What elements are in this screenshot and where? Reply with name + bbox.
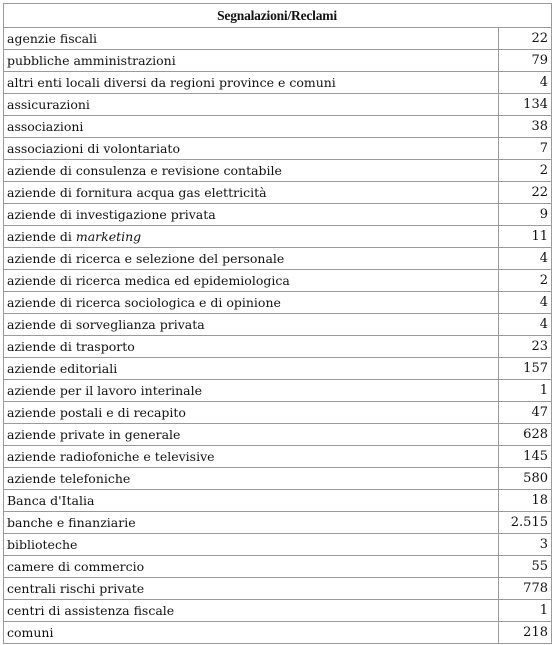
row-value: 4 xyxy=(499,314,552,336)
table-row xyxy=(4,72,552,94)
row-label: aziende editoriali xyxy=(4,358,499,380)
table-row xyxy=(4,248,552,270)
table-row xyxy=(4,534,552,556)
row-value: 2.515 xyxy=(499,512,552,534)
row-label: biblioteche xyxy=(4,534,499,556)
table-row xyxy=(4,292,552,314)
table-row xyxy=(4,270,552,292)
table-row xyxy=(4,160,552,182)
row-value: 2 xyxy=(499,270,552,292)
table-row xyxy=(4,336,552,358)
row-label: aziende di fornitura acqua gas elettricità xyxy=(4,182,499,204)
row-value: 11 xyxy=(499,226,552,248)
table-row xyxy=(4,622,552,644)
row-value: 18 xyxy=(499,490,552,512)
row-value: 22 xyxy=(499,182,552,204)
row-label: centrali rischi private xyxy=(4,578,499,600)
table-row xyxy=(4,138,552,160)
row-label: aziende di ricerca e selezione del personale xyxy=(4,248,499,270)
row-label: banche e finanziarie xyxy=(4,512,499,534)
table-row xyxy=(4,314,552,336)
table-body xyxy=(4,28,552,644)
row-value: 778 xyxy=(499,578,552,600)
row-label: aziende di investigazione privata xyxy=(4,204,499,226)
row-label: pubbliche amministrazioni xyxy=(4,50,499,72)
row-label: associazioni di volontariato xyxy=(4,138,499,160)
row-label: aziende di ricerca medica ed epidemiologica xyxy=(4,270,499,292)
row-value: 218 xyxy=(499,622,552,644)
row-value: 4 xyxy=(499,248,552,270)
row-label xyxy=(4,226,499,248)
table-row xyxy=(4,424,552,446)
row-value: 580 xyxy=(499,468,552,490)
row-label: Banca d'Italia xyxy=(4,490,499,512)
table-row xyxy=(4,116,552,138)
table-header: Segnalazioni/Reclami xyxy=(4,4,552,28)
row-value: 628 xyxy=(499,424,552,446)
row-value: 2 xyxy=(499,160,552,182)
row-label: aziende private in generale xyxy=(4,424,499,446)
row-label: agenzie fiscali xyxy=(4,28,499,50)
row-value: 7 xyxy=(499,138,552,160)
table-row xyxy=(4,512,552,534)
row-value: 22 xyxy=(499,28,552,50)
row-label-prefix: aziende di xyxy=(7,229,76,244)
row-label: aziende di sorveglianza privata xyxy=(4,314,499,336)
table-row xyxy=(4,402,552,424)
row-label: aziende di trasporto xyxy=(4,336,499,358)
row-value: 1 xyxy=(499,600,552,622)
row-value: 3 xyxy=(499,534,552,556)
row-value: 157 xyxy=(499,358,552,380)
row-label: centri di assistenza fiscale xyxy=(4,600,499,622)
row-value: 47 xyxy=(499,402,552,424)
table-row xyxy=(4,490,552,512)
row-label: aziende radiofoniche e televisive xyxy=(4,446,499,468)
table-row xyxy=(4,28,552,50)
row-label: comuni xyxy=(4,622,499,644)
row-label: altri enti locali diversi da regioni province e comuni xyxy=(4,72,499,94)
table-header-row xyxy=(4,4,552,28)
row-value: 4 xyxy=(499,72,552,94)
row-label: aziende telefoniche xyxy=(4,468,499,490)
row-value: 1 xyxy=(499,380,552,402)
table-row xyxy=(4,94,552,116)
row-label: assicurazioni xyxy=(4,94,499,116)
row-value: 55 xyxy=(499,556,552,578)
row-label: aziende per il lavoro interinale xyxy=(4,380,499,402)
table-row xyxy=(4,226,552,248)
table-row xyxy=(4,446,552,468)
table-row xyxy=(4,50,552,72)
row-label-italic: marketing xyxy=(75,229,142,244)
row-value: 23 xyxy=(499,336,552,358)
table-row xyxy=(4,600,552,622)
row-value: 9 xyxy=(499,204,552,226)
table-row xyxy=(4,578,552,600)
row-label: camere di commercio xyxy=(4,556,499,578)
row-value: 4 xyxy=(499,292,552,314)
row-label: associazioni xyxy=(4,116,499,138)
table-row xyxy=(4,358,552,380)
row-label: aziende di ricerca sociologica e di opinione xyxy=(4,292,499,314)
table-row xyxy=(4,468,552,490)
row-label: aziende di consulenza e revisione contabile xyxy=(4,160,499,182)
table-row xyxy=(4,204,552,226)
row-value: 134 xyxy=(499,94,552,116)
row-value: 38 xyxy=(499,116,552,138)
table-row xyxy=(4,556,552,578)
row-value: 79 xyxy=(499,50,552,72)
complaints-table xyxy=(3,3,552,644)
row-value: 145 xyxy=(499,446,552,468)
table-row xyxy=(4,380,552,402)
table-row xyxy=(4,182,552,204)
row-label: aziende postali e di recapito xyxy=(4,402,499,424)
